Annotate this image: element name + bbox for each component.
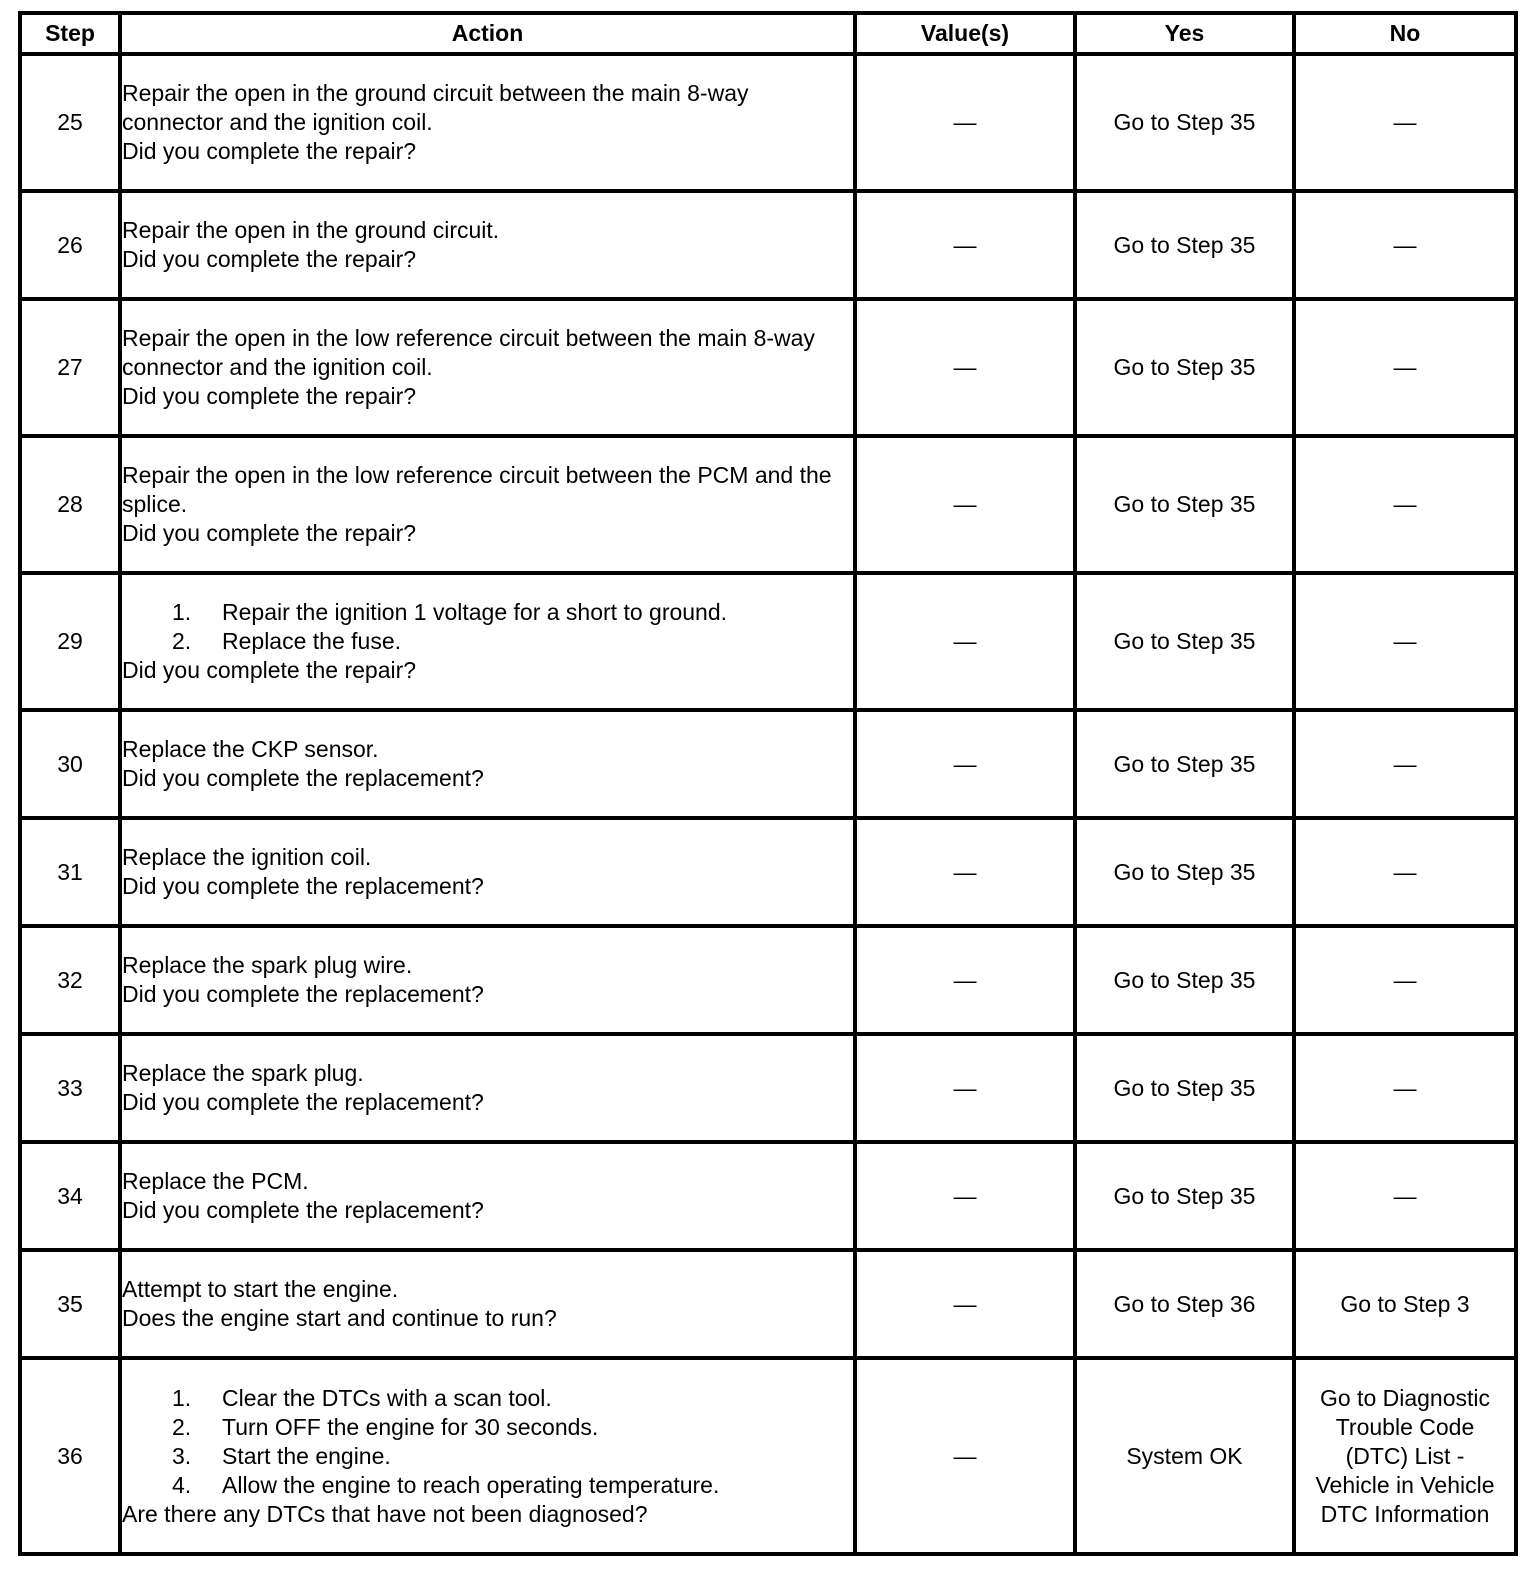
table-row xyxy=(20,1358,1516,1554)
value-cell: — xyxy=(855,926,1075,1034)
step-number: 28 xyxy=(20,436,120,573)
table-row xyxy=(20,54,1516,191)
step-number: 34 xyxy=(20,1142,120,1250)
step-number: 30 xyxy=(20,710,120,818)
no-cell-line: DTC Information xyxy=(1320,1500,1490,1527)
yes-cell: System OK xyxy=(1075,1358,1294,1554)
no-cell: — xyxy=(1294,1142,1516,1250)
list-item xyxy=(122,1384,853,1413)
value-cell: — xyxy=(855,1250,1075,1358)
no-cell: — xyxy=(1294,818,1516,926)
value-cell: — xyxy=(855,1034,1075,1142)
no-cell-line: Trouble Code xyxy=(1335,1413,1475,1440)
no-cell: — xyxy=(1294,926,1516,1034)
no-cell: — xyxy=(1294,1034,1516,1142)
yes-cell: Go to Step 35 xyxy=(1075,573,1294,710)
table-row xyxy=(20,191,1516,299)
value-cell: — xyxy=(855,1358,1075,1554)
yes-cell: Go to Step 35 xyxy=(1075,54,1294,191)
no-cell-line: Go to Diagnostic xyxy=(1319,1384,1491,1411)
action-steps-list xyxy=(122,598,853,656)
step-number: 31 xyxy=(20,818,120,926)
list-item-number: 2. xyxy=(172,1413,192,1440)
value-cell: — xyxy=(855,710,1075,818)
action-text: Replace the PCM. xyxy=(122,1168,309,1194)
action-text: Repair the open in the ground circuit. xyxy=(122,217,500,243)
step-number: 36 xyxy=(20,1358,120,1554)
action-cell xyxy=(120,573,855,710)
value-cell: — xyxy=(855,436,1075,573)
list-item-number: 3. xyxy=(172,1442,192,1469)
list-item-number: 2. xyxy=(172,628,192,654)
table-row xyxy=(20,818,1516,926)
no-cell-line: Vehicle in Vehicle xyxy=(1315,1471,1495,1498)
list-item-number: 1. xyxy=(172,599,192,625)
table-header-row xyxy=(20,13,1516,54)
no-cell: — xyxy=(1294,710,1516,818)
action-question: Did you complete the replacement? xyxy=(122,873,484,899)
action-cell xyxy=(120,299,855,436)
step-number: 26 xyxy=(20,191,120,299)
table-row xyxy=(20,926,1516,1034)
header-yes: Yes xyxy=(1075,13,1294,54)
action-question: Did you complete the repair? xyxy=(122,383,417,409)
step-number: 29 xyxy=(20,573,120,710)
action-text: Replace the spark plug wire. xyxy=(122,952,413,978)
action-question: Did you complete the replacement? xyxy=(122,981,484,1007)
action-cell xyxy=(120,436,855,573)
no-cell: — xyxy=(1294,191,1516,299)
no-cell: — xyxy=(1294,54,1516,191)
no-cell: — xyxy=(1294,436,1516,573)
step-number: 27 xyxy=(20,299,120,436)
yes-cell: Go to Step 35 xyxy=(1075,710,1294,818)
action-text: Repair the open in the low reference circuit between the PCM and the splice. xyxy=(122,462,832,517)
list-item-text: Replace the fuse. xyxy=(222,628,402,654)
action-cell xyxy=(120,1250,855,1358)
value-cell: — xyxy=(855,299,1075,436)
table-row xyxy=(20,1034,1516,1142)
list-item-text: Allow the engine to reach operating temperature. xyxy=(222,1471,720,1498)
table-row xyxy=(20,299,1516,436)
action-text: Repair the open in the ground circuit between the main 8-way connector and the ignition coil. xyxy=(122,80,749,135)
no-cell: Go to Step 3 xyxy=(1294,1250,1516,1358)
header-action: Action xyxy=(120,13,855,54)
no-cell-line: (DTC) List - xyxy=(1345,1442,1465,1469)
list-item xyxy=(122,1413,853,1442)
action-text: Repair the open in the low reference circuit between the main 8-way connector and the ignition coil. xyxy=(122,325,815,380)
yes-cell: Go to Step 35 xyxy=(1075,191,1294,299)
table-row xyxy=(20,573,1516,710)
step-number: 32 xyxy=(20,926,120,1034)
list-item-number: 4. xyxy=(172,1471,192,1498)
action-text: Replace the ignition coil. xyxy=(122,844,372,870)
list-item-text: Start the engine. xyxy=(222,1442,391,1469)
action-question: Are there any DTCs that have not been diagnosed? xyxy=(122,1500,648,1527)
value-cell: — xyxy=(855,191,1075,299)
value-cell: — xyxy=(855,1142,1075,1250)
action-cell xyxy=(120,54,855,191)
table-row xyxy=(20,710,1516,818)
action-cell xyxy=(120,710,855,818)
action-steps-list xyxy=(122,1384,853,1500)
action-text: Replace the spark plug. xyxy=(122,1060,364,1086)
table-row xyxy=(20,436,1516,573)
value-cell: — xyxy=(855,818,1075,926)
action-question: Did you complete the repair? xyxy=(122,138,417,164)
header-no: No xyxy=(1294,13,1516,54)
list-item xyxy=(122,1471,853,1500)
yes-cell: Go to Step 35 xyxy=(1075,299,1294,436)
no-cell xyxy=(1294,1358,1516,1554)
action-question: Did you complete the repair? xyxy=(122,520,417,546)
yes-cell: Go to Step 35 xyxy=(1075,436,1294,573)
header-values: Value(s) xyxy=(855,13,1075,54)
table-row xyxy=(20,1250,1516,1358)
yes-cell: Go to Step 35 xyxy=(1075,926,1294,1034)
list-item-text: Turn OFF the engine for 30 seconds. xyxy=(222,1413,599,1440)
list-item-number: 1. xyxy=(172,1384,192,1411)
action-cell xyxy=(120,818,855,926)
no-cell: — xyxy=(1294,573,1516,710)
action-cell xyxy=(120,1142,855,1250)
list-item xyxy=(122,1442,853,1471)
table-row xyxy=(20,1142,1516,1250)
yes-cell: Go to Step 35 xyxy=(1075,1142,1294,1250)
yes-cell: Go to Step 35 xyxy=(1075,1034,1294,1142)
yes-cell: Go to Step 35 xyxy=(1075,818,1294,926)
action-cell xyxy=(120,1358,855,1554)
step-number: 35 xyxy=(20,1250,120,1358)
action-question: Did you complete the replacement? xyxy=(122,1089,484,1115)
step-number: 25 xyxy=(20,54,120,191)
action-question: Did you complete the repair? xyxy=(122,657,417,683)
action-question: Did you complete the replacement? xyxy=(122,1197,484,1223)
list-item xyxy=(122,598,853,627)
action-text: Replace the CKP sensor. xyxy=(122,736,379,762)
action-text: Attempt to start the engine. xyxy=(122,1276,399,1302)
list-item xyxy=(122,627,853,656)
header-step: Step xyxy=(20,13,120,54)
action-cell xyxy=(120,191,855,299)
action-cell xyxy=(120,1034,855,1142)
step-number: 33 xyxy=(20,1034,120,1142)
list-item-text: Clear the DTCs with a scan tool. xyxy=(222,1384,552,1411)
action-question: Did you complete the repair? xyxy=(122,246,417,272)
value-cell: — xyxy=(855,54,1075,191)
value-cell: — xyxy=(855,573,1075,710)
no-cell: — xyxy=(1294,299,1516,436)
action-cell xyxy=(120,926,855,1034)
yes-cell: Go to Step 36 xyxy=(1075,1250,1294,1358)
diagnostic-table xyxy=(18,11,1518,1556)
list-item-text: Repair the ignition 1 voltage for a short to ground. xyxy=(222,599,728,625)
action-question: Does the engine start and continue to run? xyxy=(122,1305,557,1331)
action-question: Did you complete the replacement? xyxy=(122,765,484,791)
